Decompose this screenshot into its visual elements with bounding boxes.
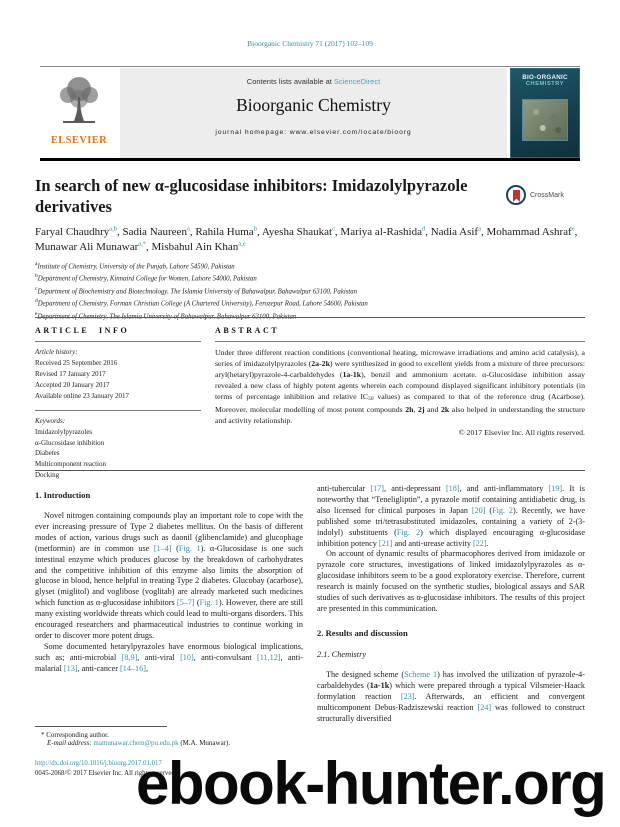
author: Mohammad Ashraf$^e$,	[486, 225, 578, 238]
cover-photo	[522, 99, 568, 141]
history-item: Available online 23 January 2017	[35, 391, 129, 400]
text-segment: 2j	[418, 405, 425, 415]
header-divider	[40, 158, 580, 161]
author: Nadia Asif$^a$,	[430, 225, 487, 238]
journal-citation: Bioorganic Chemistry 71 (2017) 102–109	[247, 39, 373, 48]
footnote-block	[35, 726, 303, 747]
keyword: Docking	[35, 471, 60, 480]
issn-copyright-line: 0045-2068/© 2017 Elsevier Inc. All rights reserved.	[35, 770, 177, 777]
reference-link[interactable]: [8,9]	[121, 652, 138, 662]
reference-link[interactable]: [19]	[548, 484, 563, 493]
abstract-text: Under three different reaction conditions (conventional heating, microwave irradiations and amino acid catalysis), a series of imidazolylpyrazoles (2a-2k) were synthesized in good to excellent yields from a mixture of three precursors: aryl(hetaryl)pyrazole-4-carbaldehydes (1a-1k), benzil and ammonium acetate. α-Glucosidase inhibition assay revealed a new class of highly potent agents wherein each compound displayed significant inhibitory potentials (in terms of percentage inhibition and relative IC50 values) as compared to that of the reference drug (Acarbose). Moreover, molecular modelling of most potent compounds 2h, 2j and 2k also helped in understanding the structure and activity relationship.	[215, 348, 586, 426]
ebook-hunter-watermark: ebook-hunter.org	[136, 750, 606, 817]
history-item: Revised 17 January 2017	[35, 370, 106, 379]
journal-banner	[120, 68, 507, 158]
affiliation: e	[35, 310, 38, 317]
sciencedirect-link[interactable]: ScienceDirect	[333, 77, 381, 86]
journal-header	[40, 66, 580, 158]
elsevier-tree-icon	[53, 73, 105, 134]
reference-link[interactable]: [1–4]	[153, 543, 172, 553]
history-label: Article history:	[35, 348, 78, 356]
section-divider	[35, 470, 585, 471]
section-divider	[35, 317, 585, 318]
history-item: Received 25 September 2016	[35, 359, 118, 368]
text-segment: 2h	[405, 405, 414, 415]
info-abstract-section	[35, 326, 585, 481]
reference-link[interactable]: [17]	[370, 484, 384, 493]
email-link[interactable]: mamunawar.chem@pu.edu.pk	[93, 739, 179, 747]
corresponding-author-note: * Corresponding author.	[41, 731, 109, 739]
keyword: Imidazolylpyrazoles	[35, 427, 93, 436]
cover-title-line2: CHEMISTRY	[525, 81, 565, 87]
elsevier-wordmark: ELSEVIER	[50, 135, 108, 146]
reference-link[interactable]: [24]	[477, 702, 492, 712]
cover-title-line1: BIO-ORGANIC	[522, 74, 568, 81]
author: Sadia Naureen$^a$,	[122, 225, 196, 238]
intro-paragraph-2: Some documented hetarylpyrazoles have enormous biological implications, such as; anti-microbial [8,9], anti-viral [10], anti-convulsant [11,12], anti-malarial [13], anti-cancer [14–16],	[35, 641, 303, 673]
author: Rahila Huma$^b$,	[195, 225, 262, 238]
journal-title: Bioorganic Chemistry	[236, 95, 391, 115]
reference-link[interactable]: [13]	[63, 663, 78, 673]
article-info-heading: ARTICLE INFO	[35, 326, 130, 335]
affiliation: $^c$Department of Biochemistry and Biotechnology, The Islamia University of Bahawalpur, Bahawalpur 63100, Pakistan	[35, 285, 358, 296]
article-body	[35, 484, 585, 724]
reference-link[interactable]: [14–16]	[120, 663, 146, 673]
reference-link[interactable]: [23]	[400, 691, 415, 701]
reference-link[interactable]: [10]	[180, 652, 194, 662]
doi-link[interactable]: http://dx.doi.org/10.1016/j.bioorg.2017.01.017	[35, 760, 162, 767]
reference-link[interactable]: [21]	[378, 538, 393, 548]
chemistry-paragraph-1: The designed scheme (Scheme 1) has involved the utilization of pyrazole-4-carbaldehydes (1a-1k) which were prepared through a typical Vilsmeier-Haack formylation reaction [23]. Afterwards, an efficient and convergent multicomponent Debus-Radziszewski reaction [24] was followed to construct structurally diversified	[317, 669, 586, 723]
journal-homepage-link[interactable]: journal homepage: www.elsevier.com/locate/bioorg	[215, 129, 412, 136]
affiliation: $^a$Institute of Chemistry, University of the Punjab, Lahore 54590, Pakistan	[35, 261, 235, 271]
author: Misbahul Ain Khan$^{a,e}$	[151, 239, 246, 253]
article-info-column	[35, 326, 201, 481]
intro-paragraph-2-continued: anti-tubercular [17], anti-depressant [18], and anti-inflammatory [19]. It is noteworthy that “Teneligliptin”, a pyrazole motif containing antidiabetic drug, is also licensed for clinical purposes in Japan [20] (Fig. 2). Recently, we have published some tri/tetrasubstituted imidazoles, containing a variety of 2-(3-indolyl) substituents (Fig. 2) which displayed encouraging α-glucosidase inhibition potency [21] and anti-urease activity [22].	[317, 484, 585, 548]
introduction-heading: 1. Introduction	[35, 490, 91, 500]
author: Ayesha Shaukat$^c$,	[261, 225, 341, 238]
author-list	[35, 225, 587, 254]
affiliation: $^b$Department of Chemistry, Kinnaird College for Women, Lahore 54000, Pakistan	[35, 273, 257, 283]
intro-paragraph-3: On account of dynamic results of pharmacophores derived from imidazole or pyrazole core structures, investigations of linked imidazolylpyrazoles as α-glucosidase inhibitors seem to be a good exploratory exercise. Therefore, current research is mainly focused on the synthetic studies, biological assays and SAR studies of such derivatives as α-glucosidase inhibitors. The results of this project are presented in this communication.	[317, 549, 585, 613]
intro-paragraph-1: Novel nitrogen containing compounds play an important role to cope with the ever increasing pressure of Type 2 diabetes mellitus. On the basis of different modes of action, various drugs such as daonil (glibenclamide) and glucophage (metformin) are in common use [1–4] (Fig. 1). α-Glucosidase is one such intestinal enzyme which produces glucose by the breakdown of carbohydrates and the competitive inhibition of this enzyme also limits the absorption of glucose in blood, hence helpful in treating Type 2 diabetes. Glucobay (acarbose), glyset (miglitol) and voglibose (voglitab) are already marketed such medicines which function as α-glucosidase inhibitors [5–7] (Fig. 1). However, there are still many existing worldwide threats which could lead to multi-organs disorders. This encouraged researchers and pharmaceutical industries to continue working in order to discover more potent drugs.	[35, 511, 303, 640]
crossmark-badge[interactable]	[506, 185, 564, 205]
keyword: Multicomponent reaction	[35, 460, 106, 469]
reference-link[interactable]: [18]	[445, 484, 460, 493]
abstract-column	[215, 326, 585, 481]
contents-line	[120, 77, 507, 86]
article-title: In search of new α-glucosidase inhibitors: Imidazolylpyrazole derivatives	[35, 176, 468, 216]
reference-link[interactable]: Scheme 1	[404, 669, 438, 679]
crossmark-label: CrossMark	[530, 191, 564, 199]
reference-link[interactable]: [22]	[472, 538, 487, 548]
elsevier-logo[interactable]	[40, 67, 118, 158]
copyright-line: © 2017 Elsevier Inc. All rights reserved.	[458, 428, 585, 438]
affiliation-list	[35, 260, 587, 322]
reference-link[interactable]: [20]	[471, 505, 486, 515]
history-item: Accepted 20 January 2017	[35, 380, 110, 389]
reference-link[interactable]: Fig. 1	[178, 543, 201, 553]
author: Munawar Ali Munawar$^{a,*}$,	[35, 239, 152, 253]
journal-cover-thumbnail[interactable]	[510, 68, 580, 158]
reference-link[interactable]: Fig. 1	[199, 598, 219, 608]
author: Mariya al-Rashida$^d$,	[340, 225, 431, 238]
keyword: α-Glucosidase inhibition	[35, 438, 105, 447]
author: Faryal Chaudhry$^{a,b}$,	[35, 225, 123, 238]
text-segment: 2a-2k	[311, 359, 330, 369]
email-note: E-mail address: mamunawar.chem@pu.edu.pk (M.A. Munawar).	[47, 739, 231, 747]
text-segment: 1a-1k	[369, 680, 390, 690]
reference-link[interactable]: Fig. 2	[396, 527, 421, 537]
reference-link[interactable]: [11,12]	[256, 652, 281, 662]
keywords-label: Keywords:	[35, 416, 66, 425]
text-segment: 50	[368, 396, 374, 403]
text-segment: 1a-1k	[342, 370, 362, 380]
right-column	[317, 484, 585, 724]
contents-prefix: Contents lists available at	[246, 77, 334, 86]
crossmark-icon	[506, 185, 526, 205]
reference-link[interactable]: Fig. 2	[492, 505, 513, 515]
abstract-heading: ABSTRACT	[215, 326, 280, 335]
text-segment: 2k	[440, 405, 450, 415]
reference-link[interactable]: [5–7]	[176, 598, 195, 608]
left-column	[35, 484, 303, 724]
affiliation: $^d$Department of Chemistry, Forman Christian College (A Chartered University), Ferozepur Road, Lahore 54600, Pakistan	[35, 298, 368, 308]
results-heading: 2. Results and discussion	[317, 627, 408, 638]
chemistry-heading: 2.1. Chemistry	[317, 649, 367, 659]
keyword: Diabetes	[35, 449, 60, 458]
